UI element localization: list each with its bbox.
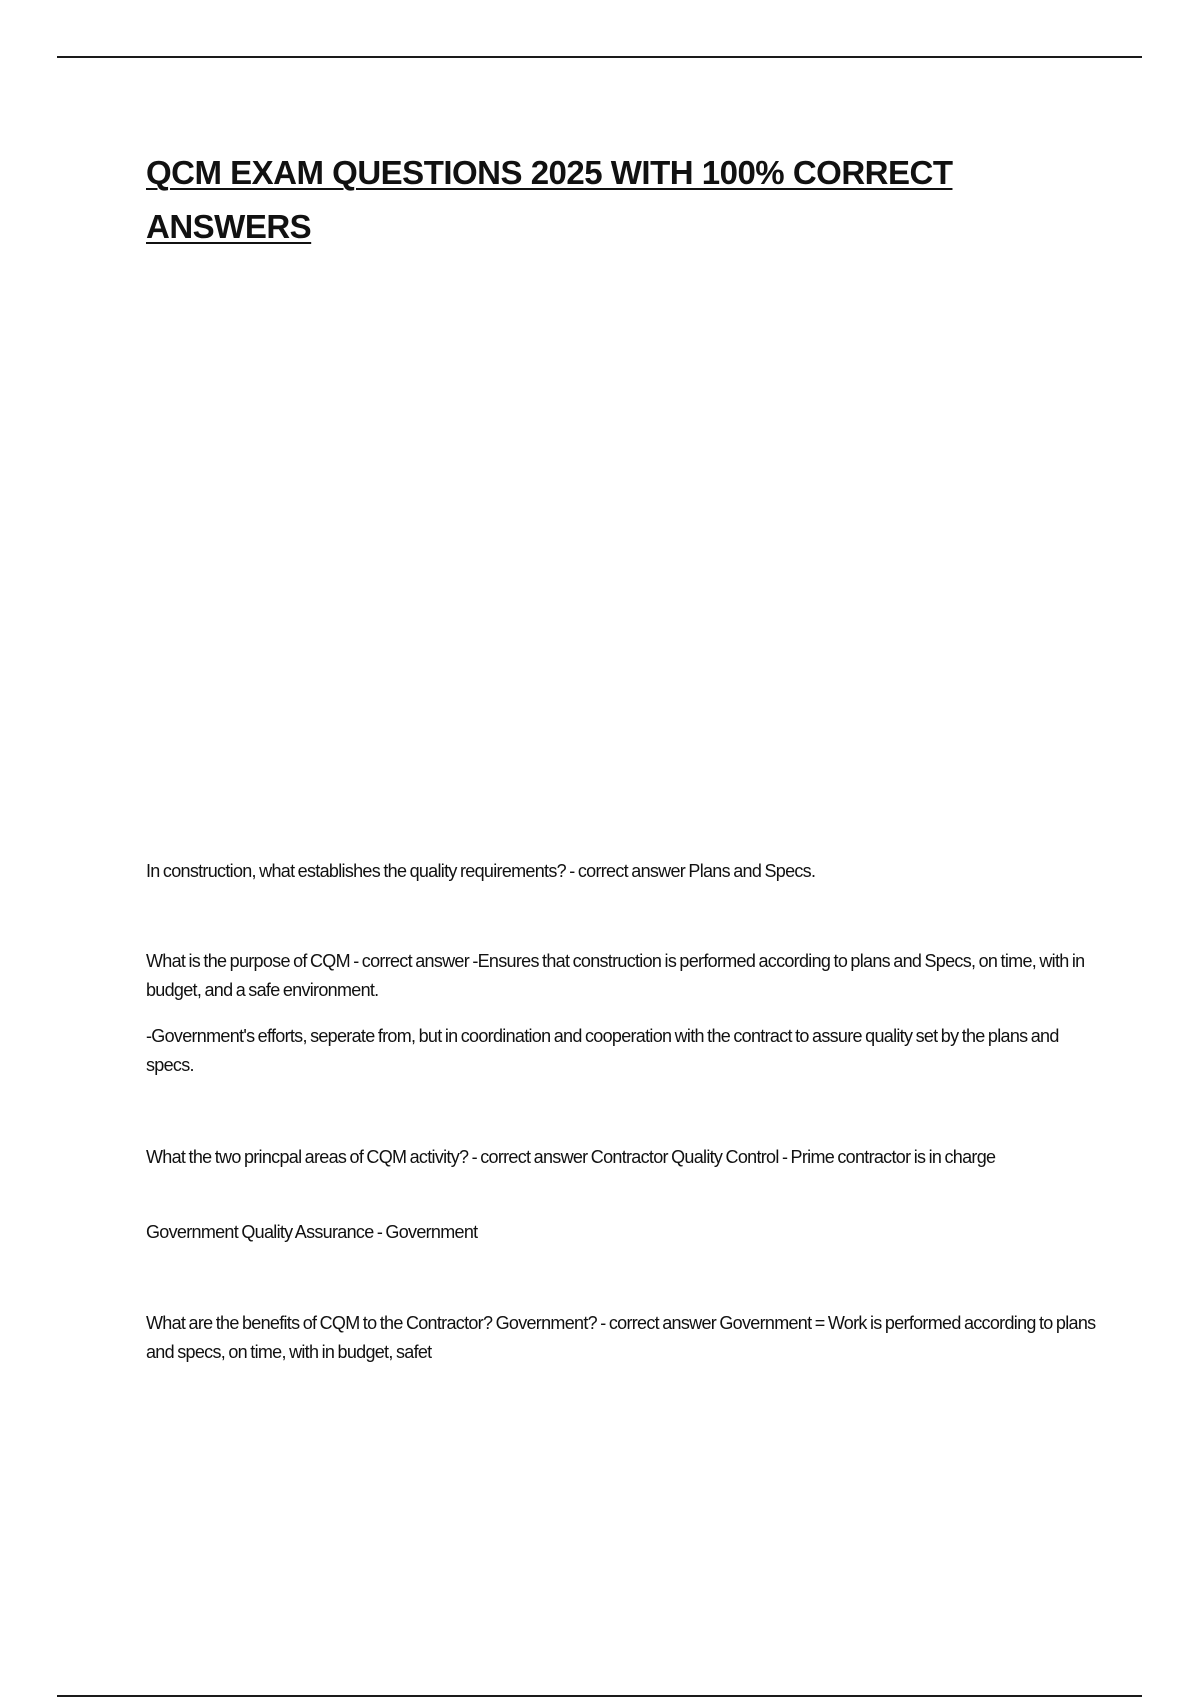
footer-rule	[57, 1695, 1142, 1697]
question-1: In construction, what establishes the quality requirements? - correct answer Plans and Specs.	[146, 861, 816, 881]
document-title: QCM EXAM QUESTIONS 2025 WITH 100% CORRECT ANSWERS	[146, 154, 953, 245]
question-4: What are the benefits of CQM to the Contractor? Government? - correct answer Government = Work is performed according to plans and specs, on time, with in budget, safet	[146, 1313, 1096, 1362]
question-3-continued: Government Quality Assurance - Government	[146, 1222, 478, 1242]
header-rule	[57, 56, 1142, 58]
question-2-continued: -Government's efforts, seperate from, but in coordination and cooperation with the contract to assure quality set by the plans and specs.	[146, 1026, 1059, 1075]
question-3: What the two princpal areas of CQM activity? - correct answer Contractor Quality Control - Prime contractor is in charge	[146, 1147, 996, 1167]
question-2: What is the purpose of CQM - correct answer -Ensures that construction is performed according to plans and Specs, on time, with in budget, and a safe environment.	[146, 951, 1085, 1000]
